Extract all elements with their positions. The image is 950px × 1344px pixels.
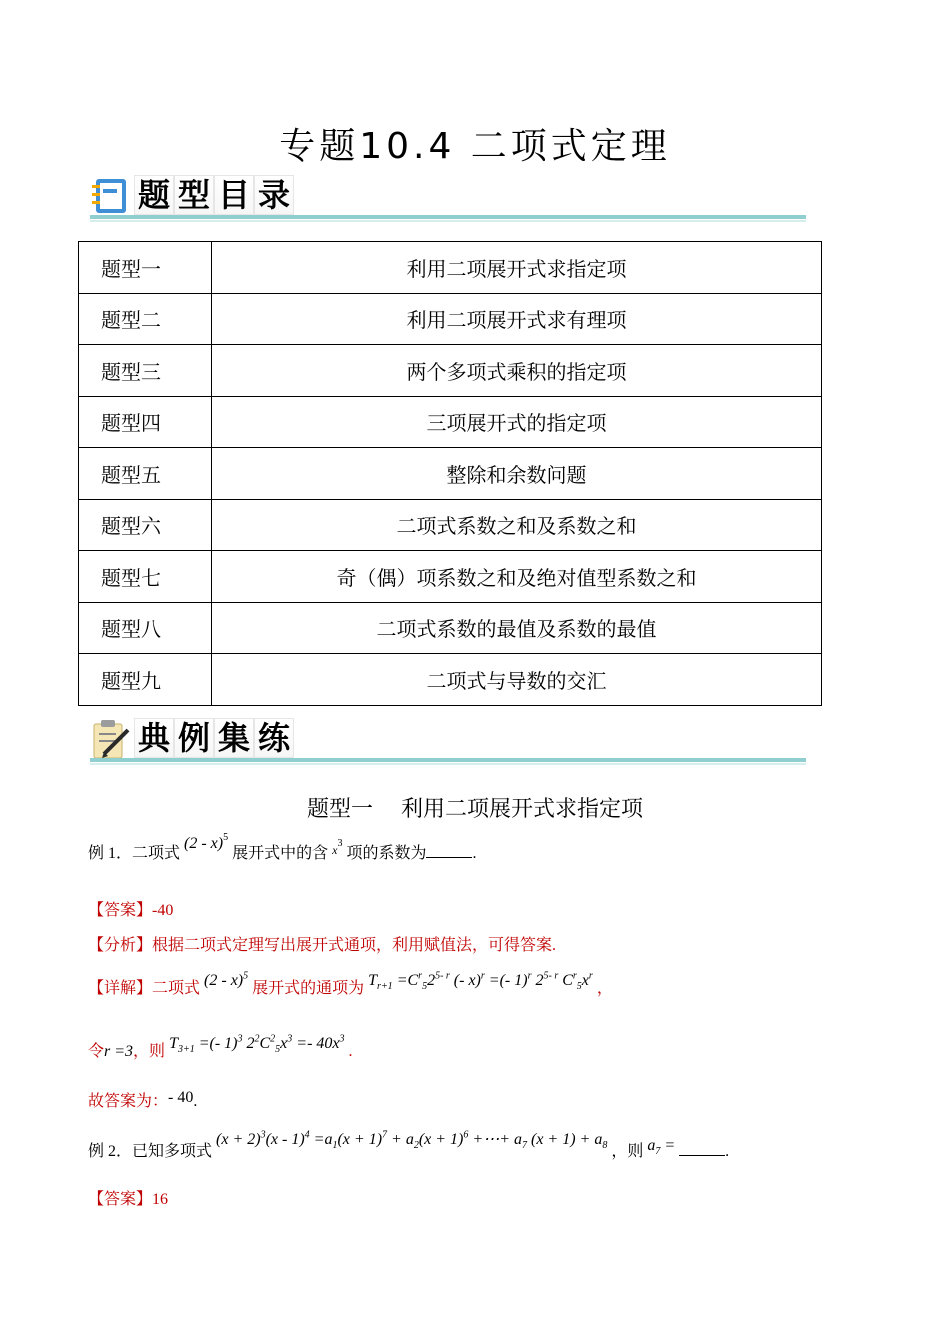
ex1-suffix: 项的系数为 <box>346 845 427 862</box>
table-row <box>79 242 822 294</box>
table-row <box>79 499 822 551</box>
f: a <box>647 1137 656 1154</box>
detail-value: - 40 <box>168 1089 194 1106</box>
ex1-end: . <box>472 845 477 862</box>
toc-topic: 利用二项展开式求有理项 <box>212 293 822 345</box>
table-row <box>79 396 822 448</box>
f: (- x) <box>449 972 481 989</box>
toc-topic: 二项式与导数的交汇 <box>212 654 822 706</box>
answer-tag: 【答案】 <box>88 1191 153 1208</box>
detail-text: ， <box>596 980 613 997</box>
page-title: 专题10.4 二项式定理 <box>279 126 671 167</box>
f: + a <box>387 1131 414 1148</box>
f: 5 <box>275 1044 281 1056</box>
banner-char: 目 <box>214 175 254 215</box>
answer-blank <box>679 1141 725 1156</box>
toc-topic: 二项式系数之和及系数之和 <box>212 499 822 551</box>
f: (x - 1) <box>265 1131 305 1148</box>
f: = <box>660 1137 676 1154</box>
section-banner-examples <box>90 718 806 762</box>
answer-tag: 【答案】 <box>88 902 153 919</box>
answer-value: 16 <box>152 1191 169 1208</box>
example-1 <box>88 831 477 863</box>
ex2-equation <box>216 1129 608 1152</box>
toc-label: 题型九 <box>79 654 212 706</box>
toc-topic: 二项式系数的最值及系数的最值 <box>212 602 822 654</box>
exp: 5 <box>243 970 249 982</box>
f: =C <box>392 972 419 989</box>
f: C <box>558 972 573 989</box>
f: x <box>280 1035 288 1052</box>
toc-label: 题型四 <box>79 396 212 448</box>
f: 4 <box>304 1129 310 1141</box>
f: 2 <box>270 1033 276 1045</box>
f: =(- 1) <box>484 972 528 989</box>
toc-label: 题型七 <box>79 551 212 603</box>
toc-label: 题型五 <box>79 448 212 500</box>
f: 3+1 <box>177 1044 195 1056</box>
ex1-expr: (2 - x) <box>184 835 224 852</box>
f: 2 <box>242 1035 255 1052</box>
f: 5 <box>576 981 582 993</box>
toc-label: 题型三 <box>79 345 212 397</box>
table-row <box>79 602 822 654</box>
ex1-exp: 5 <box>223 831 229 843</box>
f: 2 <box>531 972 544 989</box>
f: (x + 1) <box>337 1131 383 1148</box>
banner-char: 题 <box>134 175 174 215</box>
example-2 <box>88 1129 730 1163</box>
detail-tag: 【详解】 <box>88 980 153 997</box>
banner-char: 集 <box>214 718 254 758</box>
banner-char: 典 <box>134 718 174 758</box>
detail-3 <box>88 1088 197 1111</box>
banner-char: 型 <box>174 175 214 215</box>
f: 3 <box>339 1033 345 1045</box>
notebook-icon <box>90 175 132 217</box>
f: r+1 <box>377 981 393 993</box>
answer-blank <box>426 843 472 858</box>
condition: r =3 <box>104 1043 134 1060</box>
f: 2 <box>254 1033 260 1045</box>
f: =a <box>309 1131 333 1148</box>
result-formula <box>169 1033 345 1056</box>
answer-2 <box>88 1186 168 1209</box>
table-row <box>79 551 822 603</box>
ex2-text: ，则 <box>611 1143 644 1160</box>
f: 3 <box>287 1033 293 1045</box>
table-row <box>79 345 822 397</box>
table-row <box>79 448 822 500</box>
toc-topic: 利用二项展开式求指定项 <box>212 242 822 294</box>
f: =(- 1) <box>194 1035 238 1052</box>
general-term-formula <box>368 970 593 993</box>
detail-2 <box>88 1033 353 1063</box>
toc-topic: 奇（偶）项系数之和及绝对值型系数之和 <box>212 551 822 603</box>
ex1-var: x <box>332 843 338 857</box>
expr: (2 - x) <box>204 972 244 989</box>
f: (x + 2) <box>216 1131 261 1148</box>
f: 8 <box>602 1140 608 1152</box>
ex1-mid: 展开式中的含 <box>232 845 329 862</box>
f: r <box>418 970 423 982</box>
f: 7 <box>521 1140 527 1152</box>
detail-text: 故答案为： <box>88 1093 169 1110</box>
toc-table <box>78 241 822 706</box>
f: C <box>259 1035 271 1052</box>
answer-1 <box>88 897 173 920</box>
f: (x + 1) + a <box>526 1131 603 1148</box>
ex2-target <box>647 1137 676 1158</box>
banner-char: 例 <box>174 718 214 758</box>
table-row <box>79 654 822 706</box>
ex1-var-exp: 3 <box>337 837 343 849</box>
analysis-text: 根据二项式定理写出展开式通项，利用赋值法，可得答案. <box>152 937 557 954</box>
ex2-end: . <box>725 1143 730 1160</box>
toc-label: 题型六 <box>79 499 212 551</box>
toc-label: 题型八 <box>79 602 212 654</box>
f: =- 40x <box>292 1035 340 1052</box>
toc-topic: 三项展开式的指定项 <box>212 396 822 448</box>
f: 7 <box>382 1129 388 1141</box>
f: T <box>169 1035 178 1052</box>
section-banner-toc <box>90 175 806 219</box>
clipboard-pen-icon <box>90 718 132 762</box>
f: x <box>581 972 589 989</box>
section-title: 题型一 利用二项展开式求指定项 <box>307 797 643 822</box>
detail-text: 展开式的通项为 <box>252 980 365 997</box>
toc-topic: 整除和余数问题 <box>212 448 822 500</box>
toc-label: 题型二 <box>79 293 212 345</box>
f: 5- r <box>435 970 450 982</box>
f: T <box>368 972 378 989</box>
detail-1 <box>88 970 613 1000</box>
f: r <box>588 970 593 982</box>
f: 1 <box>332 1140 338 1152</box>
banner-char: 练 <box>254 718 294 758</box>
f: 5 <box>422 981 428 993</box>
detail-expr <box>204 972 248 989</box>
f: 6 <box>463 1129 469 1141</box>
banner-char: 录 <box>254 175 294 215</box>
table-row <box>79 293 822 345</box>
detail-text: . <box>348 1043 353 1060</box>
detail-text: 令 <box>88 1043 105 1060</box>
analysis-1 <box>88 932 556 955</box>
f: 3 <box>260 1129 266 1141</box>
f: 3 <box>237 1033 243 1045</box>
f: (x + 1) <box>418 1131 464 1148</box>
f: 2 <box>413 1140 419 1152</box>
detail-text: ，则 <box>133 1043 166 1060</box>
f: r <box>572 970 577 982</box>
toc-label: 题型一 <box>79 242 212 294</box>
ex1-prefix: 例 1．二项式 <box>88 845 181 862</box>
f: +⋯+ a <box>468 1131 522 1148</box>
toc-topic: 两个多项式乘积的指定项 <box>212 345 822 397</box>
answer-value: -40 <box>152 902 174 919</box>
f: r <box>480 970 485 982</box>
detail-text: 二项式 <box>152 980 201 997</box>
f: r <box>527 970 532 982</box>
f: 5- r <box>543 970 559 982</box>
analysis-tag: 【分析】 <box>88 937 153 954</box>
ex2-prefix: 例 2．已知多项式 <box>88 1143 213 1160</box>
detail-text: . <box>193 1093 198 1110</box>
f: 2 <box>427 972 436 989</box>
f: 7 <box>655 1146 661 1158</box>
